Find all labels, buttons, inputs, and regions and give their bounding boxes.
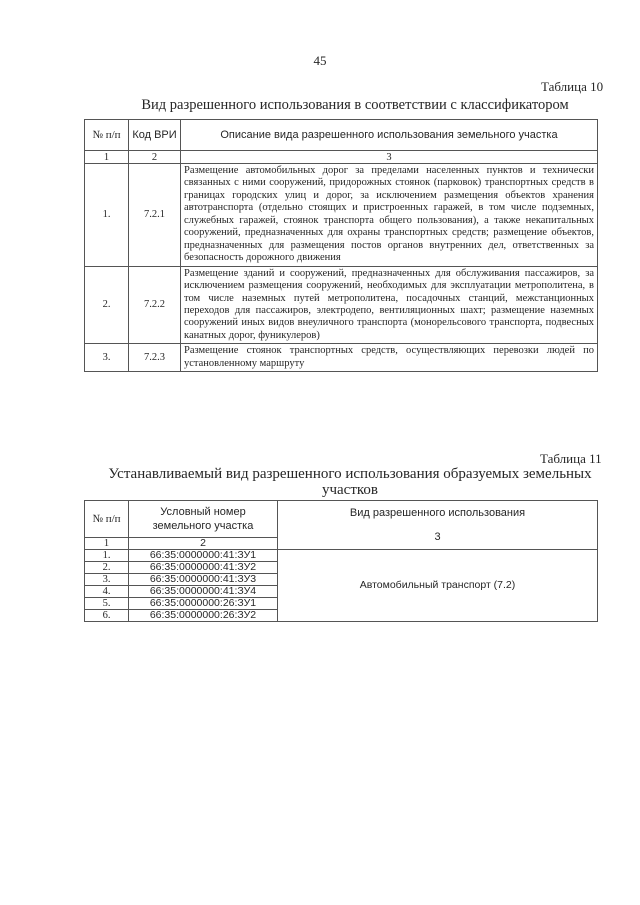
table10-header-row	[85, 120, 598, 151]
vri-code: 7.2.1	[129, 164, 181, 267]
row-number: 1.	[85, 550, 129, 562]
table-row	[85, 266, 598, 344]
row-number: 2.	[85, 562, 129, 574]
page-number: 45	[313, 53, 327, 68]
parcel-number: 66:35:0000000:41:ЗУ3	[129, 574, 278, 586]
table10-title: Вид разрешенного использования в соответствии с классификатором	[141, 97, 569, 113]
table10-header-num: № п/п	[85, 120, 129, 151]
row-number: 1.	[85, 164, 129, 267]
table11-colnum-2: 2	[129, 538, 278, 550]
table-row	[85, 164, 598, 267]
table11-title: Устанавливаемый вид разрешенного использования образуемых земельных участков	[108, 466, 592, 498]
table11-header-use-label: Вид разрешенного использования	[349, 507, 526, 519]
row-number: 5.	[85, 598, 129, 610]
row-number: 3.	[85, 344, 129, 372]
table10-header-desc: Описание вида разрешенного использования земельного участка	[181, 120, 598, 151]
table11-colnum-3: 3	[434, 531, 441, 543]
row-number: 4.	[85, 586, 129, 598]
table11	[84, 500, 598, 622]
table-row	[85, 344, 598, 372]
table10-colnum-1: 1	[85, 151, 129, 164]
parcel-number: 66:35:0000000:26:ЗУ2	[129, 610, 278, 622]
table10-colnum-2: 2	[129, 151, 181, 164]
table11-colnum-1: 1	[85, 538, 129, 550]
table10	[84, 119, 598, 372]
table11-label: Таблица 11	[540, 451, 602, 466]
vri-description: Размещение стоянок транспортных средств, осуществляющих перевозки людей по установленному маршруту	[181, 344, 598, 372]
row-number: 3.	[85, 574, 129, 586]
table11-header-parcel: Условный номер земельного участка	[129, 501, 278, 538]
parcel-number: 66:35:0000000:41:ЗУ4	[129, 586, 278, 598]
vri-description: Размещение автомобильных дорог за пределами населенных пунктов и технически связанных с ними сооружений, придорожных стоянок (парковок) транспортных средств в границах городских улиц и дорог, за исключением размещения объектов хранения автотранспорта (отдельно стоящих и пристроенных гаражей, в том числе подземных, служебных гаражей, стоянок транспорта общего пользования), а также некапитальных сооружений, предназначенных для охраны транспортных средств; размещение объектов, предназначенных для размещения постов органов внутренних дел, ответственных за безопасность дорожного движения	[181, 164, 598, 267]
table10-colnum-row	[85, 151, 598, 164]
table10-colnum-3: 3	[181, 151, 598, 164]
parcel-number: 66:35:0000000:41:ЗУ2	[129, 562, 278, 574]
vri-code: 7.2.2	[129, 266, 181, 344]
table10-header-code: Код ВРИ	[129, 120, 181, 151]
row-number: 6.	[85, 610, 129, 622]
vri-description: Размещение зданий и сооружений, предназначенных для обслуживания пассажиров, за исключением размещения сооружений, необходимых для эксплуатации метрополитена, в том числе наземных путей метрополитена, посадочных станций, межстанционных переходов для пассажиров, электродепо, вентиляционных шахт; размещение наземных сооружений иных видов внеуличного транспорта (монорельсового транспорта, подвесных канатных дорог, фуникулеров)	[181, 266, 598, 344]
row-number: 2.	[85, 266, 129, 344]
table10-label: Таблица 10	[541, 79, 604, 94]
parcel-number: 66:35:0000000:41:ЗУ1	[129, 550, 278, 562]
table11-header-use	[278, 501, 598, 550]
table-row	[85, 550, 598, 562]
vri-code: 7.2.3	[129, 344, 181, 372]
permitted-use: Автомобильный транспорт (7.2)	[278, 550, 598, 622]
table11-header-num: № п/п	[85, 501, 129, 538]
parcel-number: 66:35:0000000:26:ЗУ1	[129, 598, 278, 610]
table11-header-row	[85, 501, 598, 538]
